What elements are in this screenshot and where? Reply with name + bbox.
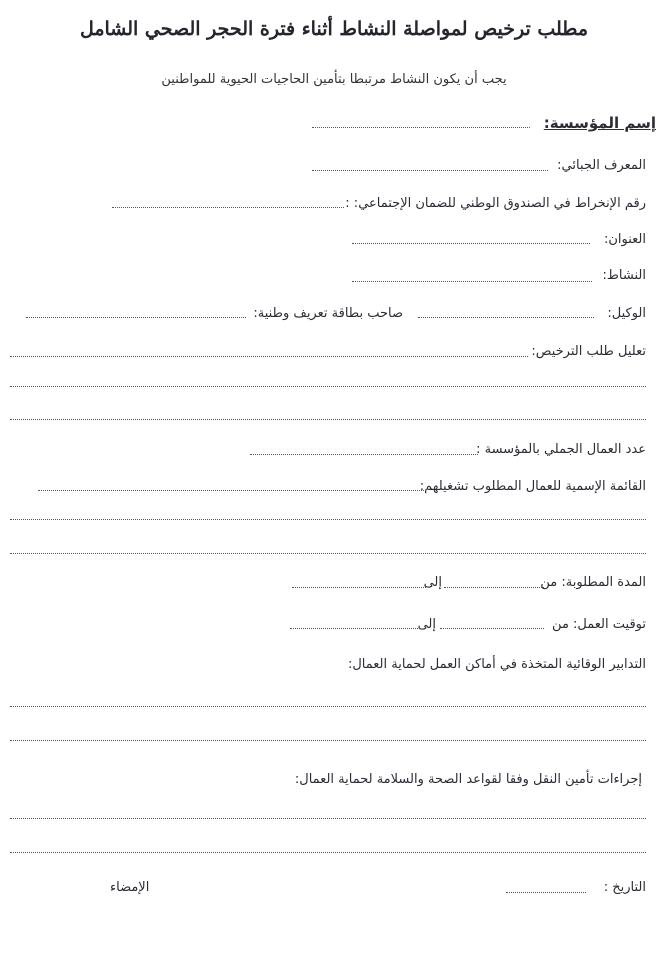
- work-time-to-label: إلى: [417, 617, 436, 632]
- signature-label: الإمضاء: [110, 880, 150, 895]
- tax-id-label: المعرف الجبائي:: [557, 158, 646, 173]
- transport-measures-label: إجراءات تأمين النقل وفقا لقواعد الصحة والسلامة لحماية العمال:: [294, 772, 642, 787]
- institution-name-line[interactable]: [312, 127, 530, 128]
- work-time-from-line[interactable]: [440, 628, 544, 629]
- activity-label: النشاط:: [602, 268, 646, 283]
- transport-measures-line-1[interactable]: [10, 818, 646, 819]
- duration-from-line[interactable]: [444, 587, 544, 588]
- id-card-line[interactable]: [26, 317, 246, 318]
- agent-line[interactable]: [418, 317, 594, 318]
- total-workers-line[interactable]: [250, 454, 478, 455]
- id-card-label: صاحب بطاقة تعريف وطنية:: [253, 306, 403, 321]
- workers-list-label: القائمة الإسمية للعمال المطلوب تشغيلهم:: [419, 479, 646, 494]
- activity-line[interactable]: [352, 281, 592, 282]
- workers-list-line-3[interactable]: [10, 553, 646, 554]
- workers-list-line-2[interactable]: [10, 519, 646, 520]
- tax-id-line[interactable]: [312, 170, 548, 171]
- institution-name-label: إسم المؤسسة:: [543, 114, 656, 132]
- duration-from-label: المدة المطلوبة: من: [540, 575, 646, 590]
- form-title: مطلب ترخيص لمواصلة النشاط أثناء فترة الحجر الصحي الشامل: [79, 18, 589, 40]
- protective-measures-line-1[interactable]: [10, 706, 646, 707]
- form-subtitle: يجب أن يكون النشاط مرتبطا بتأمين الحاجيات الحيوية للمواطنين: [161, 72, 507, 87]
- work-time-to-line[interactable]: [290, 628, 420, 629]
- total-workers-label: عدد العمال الجملي بالمؤسسة :: [476, 442, 646, 457]
- cnss-number-label: رقم الإنخراط في الصندوق الوطني للضمان الإجتماعي: :: [345, 196, 646, 211]
- justification-line-3[interactable]: [10, 419, 646, 420]
- protective-measures-label: التدابير الوقائية المتخذة في أماكن العمل لحماية العمال:: [347, 657, 646, 672]
- justification-line-1[interactable]: [10, 356, 528, 357]
- work-time-from-label: توقيت العمل: من: [552, 617, 646, 632]
- date-line[interactable]: [506, 892, 586, 893]
- justification-label: تعليل طلب الترخيص:: [531, 344, 646, 359]
- address-label: العنوان:: [603, 232, 646, 247]
- transport-measures-line-2[interactable]: [10, 852, 646, 853]
- address-line[interactable]: [352, 243, 590, 244]
- duration-to-line[interactable]: [292, 587, 426, 588]
- date-label: التاريخ :: [603, 880, 646, 895]
- protective-measures-line-2[interactable]: [10, 740, 646, 741]
- workers-list-line-1[interactable]: [38, 490, 426, 491]
- justification-line-2[interactable]: [10, 386, 646, 387]
- agent-label: الوكيل:: [607, 306, 646, 321]
- duration-to-label: إلى: [423, 575, 442, 590]
- cnss-number-line[interactable]: [112, 207, 344, 208]
